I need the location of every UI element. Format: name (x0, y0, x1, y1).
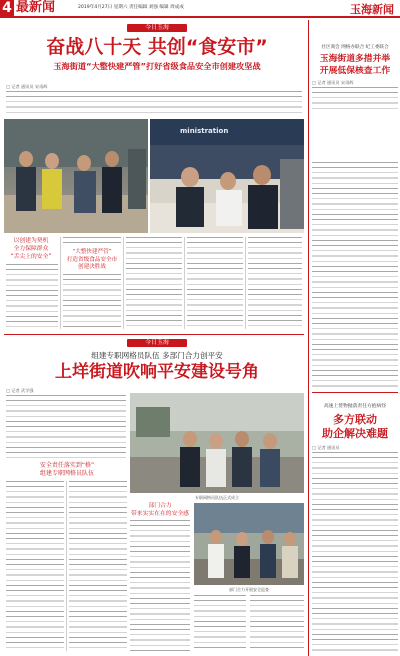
right-top-byline: □ 记者 通讯员 宋再辉 (312, 80, 354, 85)
lead-mid-subhead: “大整快建严管” 打造省级食品安全市 创建决胜战 (66, 249, 118, 270)
second-byline: □ 记者 武学强 (6, 388, 34, 393)
lead-col-3-text (126, 237, 182, 330)
right-top-headline: 玉海街道多措并举 开展低保核查工作 (319, 54, 391, 76)
second-photo-top (130, 393, 304, 493)
second-col-5-text (250, 595, 304, 651)
second-photo-bottom-caption: 部门合力开展安全巡查 (229, 587, 269, 592)
lead-col-2-text-b (63, 274, 121, 330)
second-col-4-text (194, 595, 246, 651)
second-col-1-text (6, 481, 64, 651)
page-number: 4 (0, 0, 14, 16)
second-headline: 上垟街道吹响平安建设号角 (55, 362, 259, 382)
lead-subheadline: 玉海街道“大整快建严管”打好省级食品安全市创建攻坚战 (53, 61, 261, 71)
story-divider (4, 334, 304, 335)
photo-sign-text: ministration (180, 127, 229, 135)
lead-intro-text (6, 91, 302, 117)
lead-col-1-text (6, 264, 58, 330)
lead-col-5-text (248, 237, 302, 330)
column-divider (245, 237, 246, 329)
right-top-intro (312, 87, 398, 113)
second-photo-top-caption: 专职网格员队伍正式成立 (195, 495, 239, 500)
second-col-3-text (130, 520, 190, 651)
right-bottom-body (312, 452, 398, 652)
second-intro-text (6, 395, 126, 459)
section-title: 最新闻 (16, 0, 56, 15)
column-divider (66, 481, 67, 651)
second-kicker: 组建专职网格员队伍 多部门合力创平安 (91, 351, 223, 360)
column-divider (123, 237, 124, 329)
second-banner: 今日玉海 (127, 339, 187, 347)
right-column-rule (308, 20, 309, 656)
newspaper-logo: 玉海新闻 (350, 3, 394, 16)
lead-col-4-text (187, 237, 243, 330)
second-photo-bottom (194, 503, 304, 585)
column-divider (60, 237, 61, 329)
second-col-2-text (69, 481, 127, 651)
lead-headline: 奋战八十天 共创“食安市” (46, 36, 268, 58)
lead-byline: □ 记者 通讯员 宋再辉 (6, 84, 48, 89)
right-bottom-byline: □ 记者 通讯员 (312, 445, 340, 450)
second-mid-subhead: 部门合力 带来实实在在的安全感 (131, 503, 189, 517)
right-top-kicker: 社区商会 网格办联合 纪工委联合 (321, 45, 389, 50)
right-divider (312, 392, 398, 393)
right-bottom-headline: 多方联动 助企解决难题 (322, 413, 388, 440)
lead-photo-left (4, 119, 148, 233)
right-top-body (312, 162, 398, 388)
right-bottom-kicker: 高速上货物抛落责任方抱病怪 (323, 404, 387, 409)
lead-left-subhead: 以创建为契机 全力保障群众 “舌尖上的安全” (10, 238, 52, 260)
column-divider (184, 237, 185, 329)
issue-meta: 2019年4月27日 星期六 责任编辑 刘强 编辑 周成成 (78, 5, 184, 10)
second-left-subhead: 安全责任落实到“格” 组建专职网格员队伍 (39, 462, 95, 477)
lead-photo-right (150, 119, 304, 233)
header-rule (0, 16, 400, 18)
lead-col-2-text-a (63, 237, 121, 247)
lead-banner: 今日玉海 (127, 24, 187, 32)
